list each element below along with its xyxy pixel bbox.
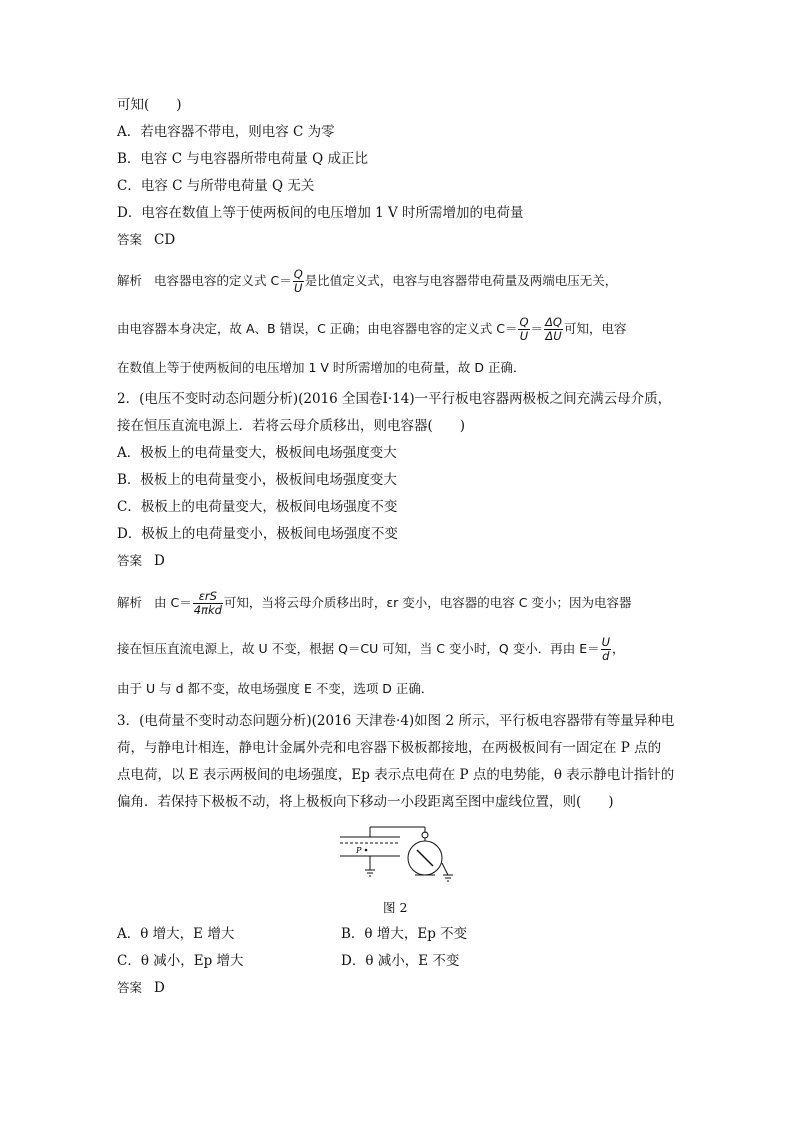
figure-caption: 图 2: [383, 900, 408, 915]
q1-option-b: B．电容 C 与电容器所带电荷量 Q 成正比: [117, 151, 368, 167]
answer-value: CD: [154, 232, 176, 248]
analysis-text: 电容器电容的定义式 C＝: [154, 273, 292, 288]
q1-option-a: A．若电容器不带电，则电容 C 为零: [117, 124, 335, 140]
answer-label: 答案: [117, 232, 143, 247]
q2-option-b: B．极板上的电荷量变小，极板间电场强度变大: [117, 472, 397, 488]
answer-value: D: [154, 980, 165, 996]
q1-option-c: C．电容 C 与所带电荷量 Q 无关: [117, 178, 315, 194]
analysis-text: ，: [612, 641, 625, 656]
point-p-dot: [365, 849, 368, 852]
q1-option-d: D．电容在数值上等于使两板间的电压增加 1 V 时所需增加的电荷量: [117, 205, 524, 221]
q2-answer: [117, 552, 165, 570]
analysis-text: 由 C＝: [154, 595, 192, 610]
q2-analysis-line-1: [117, 590, 631, 617]
q1-answer: [117, 231, 175, 249]
answer-label: 答案: [117, 980, 143, 995]
analysis-label: 解析: [117, 595, 143, 610]
q3-option-b: B．θ 增大，Ep 不变: [341, 926, 468, 942]
answer-value: D: [154, 553, 165, 569]
q1-analysis-line-2: 由电容器本身决定，故 A、B 错误，C 正确；由电容器电容的定义式 C＝ $\frac{Q}{U}$ ＝ $\frac{\Delta Q}{\Delta U}$ 可知，电容: [117, 315, 627, 343]
analysis-text: 可知，当将云母介质移出时，εr 变小，电容器的电容 C 变小；因为电容器: [223, 595, 632, 610]
q3-stem-line-2: 荷，与静电计相连，静电计金属外壳和电容器下极板都接地，在两极板间有一固定在 P 点的: [117, 740, 662, 756]
q2-stem-line-1: 2．(电压不变时动态问题分析)(2016 全国卷Ⅰ·14)一平行板电容器两极板之间充满云母介质，: [117, 391, 672, 407]
q3-answer: [117, 979, 165, 997]
analysis-text: 接在恒压直流电源上，故 U 不变，根据 Q＝CU 可知，当 C 变小时，Q 变小．再由 E＝: [117, 641, 600, 656]
ground-wire: [442, 863, 448, 875]
q3-options-row-1: [117, 925, 234, 943]
q2-analysis-line-2: [117, 636, 625, 663]
fraction-q-over-u: $\frac{Q}{U}$: [293, 267, 303, 295]
fraction-u-over-d: $\frac{U}{d}$: [601, 635, 611, 663]
q2-option-a: A．极板上的电荷量变大，极板间电场强度变大: [117, 445, 397, 461]
fraction-q-over-u: $\frac{Q}{U}$: [519, 315, 529, 343]
analysis-text: 由电容器本身决定，故 A、B 错误，C 正确；由电容器电容的定义式 C＝: [117, 321, 518, 336]
analysis-text: 是比值定义式，电容与电容器带电荷量及两端电压无关，: [304, 273, 618, 288]
needle: [417, 850, 433, 866]
q2-option-d: D．极板上的电荷量变小，极板间电场强度不变: [117, 526, 398, 542]
q3-stem-line-3: 点电荷，以 E 表示两极间的电场强度，Ep 表示点电荷在 P 点的电势能，θ 表示静电计指针的: [117, 767, 675, 783]
point-p-label: P: [356, 846, 362, 855]
q3-option-a: A．θ 增大，E 增大: [117, 926, 235, 942]
q3-stem-line-1: 3．(电荷量不变时动态问题分析)(2016 天津卷·4)如图 2 所示，平行板电容器带有等量异种电: [117, 713, 675, 729]
q1-analysis-line-1: [117, 268, 617, 295]
q3-option-d: D．θ 减小，E 不变: [341, 953, 460, 969]
fraction-dq-over-du: $\frac{\Delta Q}{\Delta U}$: [545, 315, 562, 343]
q3-option-c: C．θ 减小，Ep 增大: [117, 953, 244, 969]
answer-label: 答案: [117, 553, 143, 568]
q2-stem-line-2: 接在恒压直流电源上．若将云母介质移出，则电容器( ): [117, 418, 466, 434]
capacitor-electrometer-figure: [330, 823, 460, 891]
fraction-es-over-4pkd: $\frac{\text{εrS}}{\text{4πkd}}$: [193, 589, 222, 617]
q1-stem-tail: 可知( ): [117, 97, 182, 113]
q1-analysis-line-3: 在数值上等于使两板间的电压增加 1 V 时所需增加的电荷量，故 D 正确．: [117, 360, 526, 375]
analysis-label: 解析: [117, 273, 143, 288]
q2-analysis-line-3: 由于 U 与 d 都不变，故电场强度 E 不变，选项 D 正确．: [117, 681, 434, 696]
analysis-text: 可知，电容: [563, 321, 627, 336]
q2-option-c: C．极板上的电荷量变大，极板间电场强度不变: [117, 499, 398, 515]
q3-stem-line-4: 偏角．若保持下极板不动，将上极板向下移动一小段距离至图中虚线位置，则( ): [117, 794, 614, 810]
q3-options-row-2: [117, 952, 244, 970]
